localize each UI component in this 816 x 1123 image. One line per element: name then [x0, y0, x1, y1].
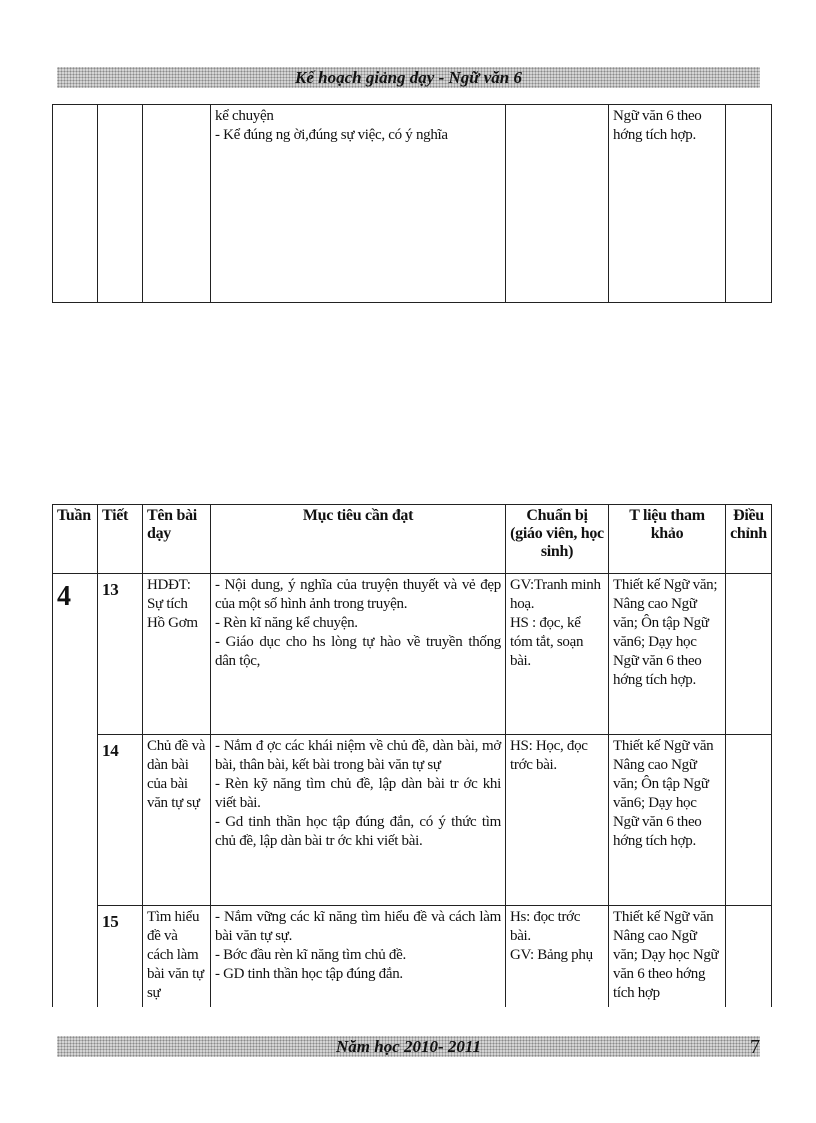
header-week: Tuần — [53, 505, 98, 574]
week-cell — [53, 105, 98, 303]
header-adjust: Điều chỉnh — [726, 505, 772, 574]
lesson-plan-table — [52, 504, 772, 1007]
objective-line: - Rèn kỹ năng tìm chủ đề, lập dàn bài tr ớc khi viết bài. — [215, 776, 501, 811]
preparation-line: HS : đọc, kể tóm tắt, soạn bài. — [510, 615, 584, 669]
objectives-cell — [211, 574, 506, 735]
preparation-line: HS: Học, đọc trớc bài. — [510, 738, 588, 773]
period-number: 13 — [102, 580, 119, 599]
objective-line: - Nắm đ ợc các khái niệm về chủ đề, dàn bài, mở bài, thân bài, kết bài trong bài văn tự sự — [215, 738, 501, 773]
objective-line: - Nắm vững các kĩ năng tìm hiểu đề và cách làm bài văn tự sự. — [215, 909, 501, 944]
header-preparation: Chuẩn bị (giáo viên, học sinh) — [506, 505, 609, 574]
lesson-cell: Tìm hiểu đề và cách làm bài văn tự sự — [143, 906, 211, 1008]
lesson-cell — [143, 105, 211, 303]
preparation-cell — [506, 735, 609, 906]
objective-line: - Kể đúng ng ời,đúng sự việc, có ý nghĩa — [215, 127, 448, 143]
table-header-row — [53, 505, 772, 574]
preparation-cell — [506, 105, 609, 303]
objectives-cell — [211, 105, 506, 303]
lesson-cell: HDĐT: Sự tích Hồ Gơm — [143, 574, 211, 735]
period-cell — [98, 735, 143, 906]
footer-band — [57, 1036, 760, 1057]
preparation-cell — [506, 574, 609, 735]
header-lesson: Tên bài dạy — [143, 505, 211, 574]
objectives-cell — [211, 906, 506, 1008]
period-cell — [98, 105, 143, 303]
objective-line: kể chuyện — [215, 108, 274, 124]
objective-line: - Gd tinh thần học tập đúng đắn, có ý thức tìm chủ đề, lập dàn bài tr ớc khi viết bài. — [215, 814, 501, 849]
preparation-line: GV: Bảng phụ — [510, 947, 593, 963]
lesson-cell: Chủ đề và dàn bài của bài văn tự sự — [143, 735, 211, 906]
period-number: 14 — [102, 741, 119, 760]
objectives-cell — [211, 735, 506, 906]
preparation-line: GV:Tranh minh hoạ. — [510, 577, 601, 612]
period-cell — [98, 906, 143, 1008]
header-title: Kế hoạch giảng dạy - Ngữ văn 6 — [295, 68, 522, 87]
adjust-cell — [726, 906, 772, 1008]
table-row — [53, 574, 772, 735]
references-cell: Thiết kế Ngữ văn Nâng cao Ngữ văn; Dạy học Ngữ văn 6 theo hớng tích hợp — [609, 906, 726, 1008]
objective-line: - Nội dung, ý nghĩa của truyện thuyết và vẻ đẹp của một số hình ảnh trong truyện. — [215, 577, 501, 612]
table-row — [53, 906, 772, 1008]
footer-year: Năm học 2010- 2011 — [336, 1037, 481, 1056]
header-objectives: Mục tiêu cần đạt — [211, 505, 506, 574]
table-row — [53, 105, 772, 303]
objective-line: - Giáo dục cho hs lòng tự hào về truyền thống dân tộc, — [215, 634, 501, 669]
references-cell — [609, 105, 726, 303]
objective-line: - Rèn kĩ năng kể chuyện. — [215, 615, 358, 631]
period-cell — [98, 574, 143, 735]
references-cell: Thiết kế Ngữ văn Nâng cao Ngữ văn; Ôn tập Ngữ văn6; Dạy học Ngữ văn 6 theo hớng tích hợp. — [609, 735, 726, 906]
preparation-cell — [506, 906, 609, 1008]
table-row — [53, 735, 772, 906]
continuation-table — [52, 104, 772, 303]
week-number: 4 — [57, 581, 71, 612]
week-cell — [53, 574, 98, 1008]
adjust-cell — [726, 574, 772, 735]
header-references: T liệu tham khảo — [609, 505, 726, 574]
header-period: Tiết — [98, 505, 143, 574]
reference-line: hớng tích hợp. — [613, 127, 696, 143]
page-number: 7 — [750, 1036, 760, 1058]
references-cell: Thiết kế Ngữ văn; Nâng cao Ngữ văn; Ôn tập Ngữ văn6; Dạy học Ngữ văn 6 theo hớng tích hợp. — [609, 574, 726, 735]
objective-line: - Bớc đầu rèn kĩ năng tìm chủ đề. — [215, 947, 406, 963]
adjust-cell — [726, 105, 772, 303]
objective-line: - GD tinh thần học tập đúng đắn. — [215, 966, 403, 982]
reference-line: Ngữ văn 6 theo — [613, 108, 702, 124]
preparation-line: Hs: đọc trớc bài. — [510, 909, 581, 944]
period-number: 15 — [102, 912, 119, 931]
adjust-cell — [726, 735, 772, 906]
header-band — [57, 67, 760, 88]
